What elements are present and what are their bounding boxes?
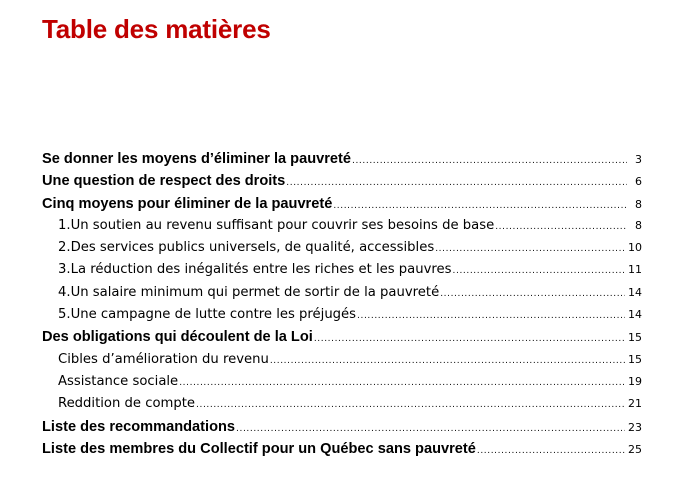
toc-entry-number: 1. [58,217,71,233]
toc-page-number: 15 [628,352,642,366]
toc-entry-label: Des services publics universels, de qualité, accessibles [70,240,435,256]
dot-leader [179,372,625,394]
dot-leader [333,195,627,217]
toc-entry-label: Reddition de compte [58,396,196,412]
dot-leader [440,283,625,305]
toc-entry-assistance-sociale[interactable] [42,371,642,393]
toc-entry-soutien-revenu[interactable] [42,215,642,237]
toc-page-number: 14 [628,308,642,322]
toc-entry-label: Cibles d’amélioration du revenu [58,351,269,367]
dot-leader [435,238,625,260]
toc-entry-label: Se donner les moyens d’éliminer la pauvreté [42,151,352,167]
toc-entry-label: Liste des recommandations [42,418,236,435]
toc-page-number: 3 [635,153,642,166]
toc-entry-moyens-eliminer[interactable] [42,148,642,170]
toc-entry-obligations-loi[interactable] [42,326,642,348]
dot-leader [495,216,627,238]
toc-page-number: 21 [628,397,642,411]
toc-entry-label: Assistance sociale [58,373,179,389]
toc-entry-number: 5. [58,307,71,323]
toc-page-number: 6 [635,175,642,189]
toc-entry-label: Des obligations qui découlent de la Loi [42,329,313,346]
dot-leader [352,150,627,172]
toc-entry-reddition-compte[interactable] [42,393,642,415]
toc-page-number: 11 [628,263,642,277]
toc-entry-label: Liste des membres du Collectif pour un Québec sans pauvreté [42,440,476,457]
toc-entry-label: Un soutien au revenu suffisant pour couvrir ses besoins de base [70,217,495,233]
dot-leader [477,440,625,462]
toc-entry-salaire-minimum[interactable] [42,282,642,304]
toc-entry-recommandations[interactable] [42,416,642,438]
toc-page-number: 23 [628,420,642,434]
toc-entry-cibles-revenu[interactable] [42,349,642,371]
dot-leader [286,172,627,194]
toc-entry-number: 3. [58,262,71,278]
page-title: Table des matières [42,14,271,44]
toc-entry-campagne-prejuges[interactable] [42,304,642,326]
dot-leader [453,260,625,282]
toc-entry-label: Un salaire minimum qui permet de sortir de la pauvreté [70,284,440,300]
toc-entry-number: 4. [58,284,71,300]
dot-leader [236,418,625,440]
toc-entry-services-publics[interactable] [42,237,642,259]
toc-entry-reduction-inegalites[interactable] [42,259,642,281]
toc-entry-respect-droits[interactable] [42,170,642,192]
toc-page-number: 14 [628,285,642,299]
toc-entry-number: 2. [58,240,71,256]
dot-leader [270,350,625,372]
toc-entry-membres-collectif[interactable] [42,438,642,460]
toc-entry-label: La réduction des inégalités entre les riches et les pauvres [70,262,452,278]
dot-leader [314,328,625,350]
toc-entry-label: Une campagne de lutte contre les préjugés [70,307,357,323]
toc-entry-label: Cinq moyens pour éliminer de la pauvreté [42,195,333,212]
toc-page-number: 8 [635,197,642,211]
toc-page-number: 25 [628,442,642,456]
toc-list [42,148,642,460]
toc-page-number: 8 [635,218,642,232]
toc-entry-cinq-moyens[interactable] [42,193,642,215]
toc-page-number: 15 [628,331,642,345]
toc-page-number: 19 [628,374,642,388]
dot-leader [196,394,625,416]
toc-entry-label: Une question de respect des droits [42,173,286,190]
dot-leader [357,305,625,327]
toc-page-number: 10 [628,241,642,255]
